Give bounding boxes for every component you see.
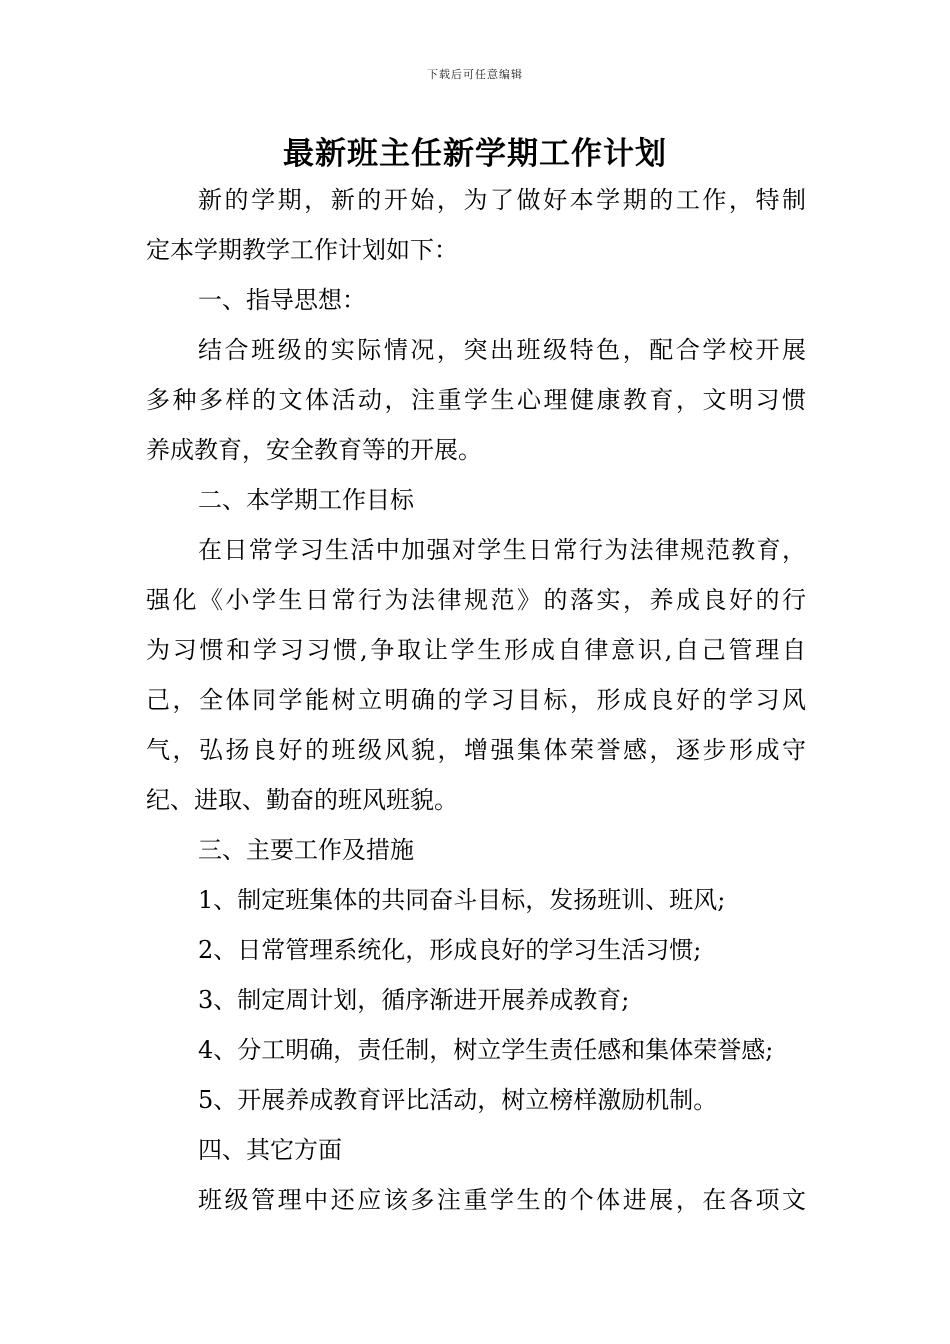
paragraph-line: 纪、进取、勤奋的班风班貌。 xyxy=(146,786,458,814)
paragraph-line: 己，全体同学能树立明确的学习目标，形成良好的学习风 xyxy=(146,686,806,714)
section-heading-other: 四、其它方面 xyxy=(198,1136,342,1164)
paragraph-line: 气，弘扬良好的班级风貌，增强集体荣誉感，逐步形成守 xyxy=(146,736,806,764)
paragraph-line: 多种多样的文体活动，注重学生心理健康教育，文明习惯 xyxy=(146,386,806,414)
section-heading-guiding-ideology: 一、指导思想： xyxy=(198,286,366,314)
document-body xyxy=(146,175,806,1225)
document-title: 最新班主任新学期工作计划 xyxy=(283,136,667,172)
paragraph-line: 为习惯和学习习惯,争取让学生形成自律意识,自己管理自 xyxy=(146,636,806,664)
list-item: 3、制定周计划，循序渐进开展养成教育; xyxy=(198,986,630,1014)
list-item: 1、制定班集体的共同奋斗目标，发扬班训、班风; xyxy=(198,886,726,914)
list-item: 5、开展养成教育评比活动，树立榜样激励机制。 xyxy=(198,1086,718,1114)
paragraph-line: 班级管理中还应该多注重学生的个体进展，在各项文 xyxy=(198,1186,806,1214)
list-item: 2、日常管理系统化，形成良好的学习生活习惯; xyxy=(198,936,702,964)
list-item: 4、分工明确，责任制，树立学生责任感和集体荣誉感; xyxy=(198,1036,774,1064)
header-note: 下载后可任意编辑 xyxy=(427,68,523,81)
paragraph-line: 强化《小学生日常行为法律规范》的落实，养成良好的行 xyxy=(146,586,806,614)
intro-line-1: 新的学期，新的开始，为了做好本学期的工作，特制 xyxy=(198,186,806,214)
paragraph-line: 结合班级的实际情况，突出班级特色，配合学校开展 xyxy=(198,336,806,364)
intro-line-2: 定本学期教学工作计划如下： xyxy=(146,236,458,264)
paragraph-line: 在日常学习生活中加强对学生日常行为法律规范教育， xyxy=(198,536,806,564)
section-heading-main-work: 三、主要工作及措施 xyxy=(198,836,414,864)
section-heading-goals: 二、本学期工作目标 xyxy=(198,486,414,514)
paragraph-line: 养成教育，安全教育等的开展。 xyxy=(146,436,482,464)
